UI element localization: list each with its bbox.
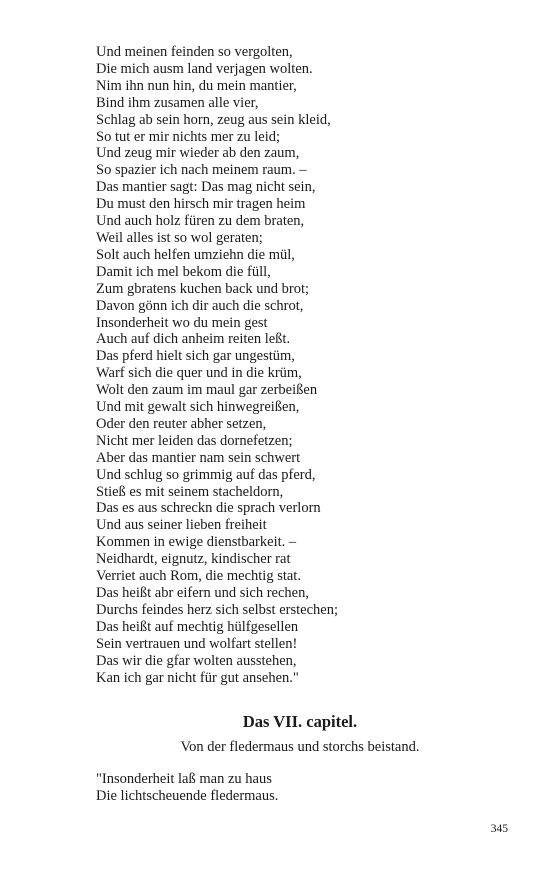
verse-line: Insonderheit wo du mein gest <box>96 314 268 331</box>
verse-line: Neidhardt, eignutz, kindischer rat <box>96 551 291 568</box>
verse-line: Kan ich gar nicht für gut ansehen." <box>96 669 299 686</box>
verse-line: Das heißt abr eifern und sich rechen, <box>96 585 309 601</box>
verse-line: Nicht mer leiden das dornefetzen; <box>96 432 293 449</box>
verse-line: Weil alles ist so wol geraten; <box>96 229 263 246</box>
verse-line: Und meinen feinden so vergolten, <box>96 44 293 60</box>
verse-line: Und aus seiner lieben freiheit <box>96 517 267 534</box>
verse-line: Durchs feindes herz sich selbst erstechen; <box>96 601 338 618</box>
verse-line: Das wir die gfar wolten ausstehen, <box>96 652 297 669</box>
verse-line: Verriet auch Rom, die mechtig stat. <box>96 568 301 585</box>
verse-block <box>96 44 338 686</box>
verse-line: Warf sich die quer und in die krüm, <box>96 365 302 382</box>
verse-line: Schlag ab sein horn, zeug aus sein kleid, <box>96 111 331 128</box>
verse-line: Die mich ausm land verjagen wolten. <box>96 60 313 77</box>
verse-line: Und zeug mir wieder ab den zaum, <box>96 145 300 162</box>
verse-line: Die lichtscheuende fledermaus. <box>96 787 279 804</box>
verse-line: Davon gönn ich dir auch die schrot, <box>96 297 304 314</box>
verse-line: Du must den hirsch mir tragen heim <box>96 196 306 213</box>
verse-line: Stieß es mit seinem stacheldorn, <box>96 483 284 500</box>
chapter-title: Das VII. capitel. <box>242 712 358 731</box>
verse-block-continued <box>96 771 278 805</box>
verse-line: Das es aus schreckn die sprach verlorn <box>96 500 321 517</box>
verse-line: Solt auch helfen umziehn die mül, <box>96 246 295 263</box>
verse-line: Zum gbratens kuchen back und brot; <box>96 280 310 297</box>
chapter-subtitle: Von der fledermaus und storchs beistand. <box>180 739 420 755</box>
verse-line: Damit ich mel bekom die füll, <box>96 263 271 280</box>
verse-line: Nim ihn nun hin, du mein mantier, <box>96 77 297 94</box>
verse-line: Und schlug so grimmig auf das pferd, <box>96 466 316 483</box>
verse-line: Sein vertrauen und wolfart stellen! <box>96 635 298 652</box>
verse-line: So spazier ich nach meinem raum. – <box>96 162 307 179</box>
verse-line: Aber das mantier nam sein schwert <box>96 449 301 466</box>
verse-line: Bind ihm zusamen alle vier, <box>96 94 259 111</box>
verse-line: Auch auf dich anheim reiten leßt. <box>96 331 291 348</box>
verse-line: Wolt den zaum im maul gar zerbeißen <box>96 382 318 399</box>
verse-line: Das heißt auf mechtig hülfgesellen <box>96 618 299 635</box>
verse-line: Oder den reuter abher setzen, <box>96 415 267 432</box>
page-number: 345 <box>490 823 508 835</box>
verse-line: Und mit gewalt sich hinwegreißen, <box>96 399 300 416</box>
verse-line: Kommen in ewige dienstbarkeit. – <box>96 534 297 551</box>
verse-line: So tut er mir nichts mer zu leid; <box>96 128 281 145</box>
verse-line: Das pferd hielt sich gar ungestüm, <box>96 348 295 365</box>
verse-line: "Insonderheit laß man zu haus <box>96 771 272 787</box>
verse-line: Das mantier sagt: Das mag nicht sein, <box>96 179 316 196</box>
verse-line: Und auch holz füren zu dem braten, <box>96 213 305 230</box>
